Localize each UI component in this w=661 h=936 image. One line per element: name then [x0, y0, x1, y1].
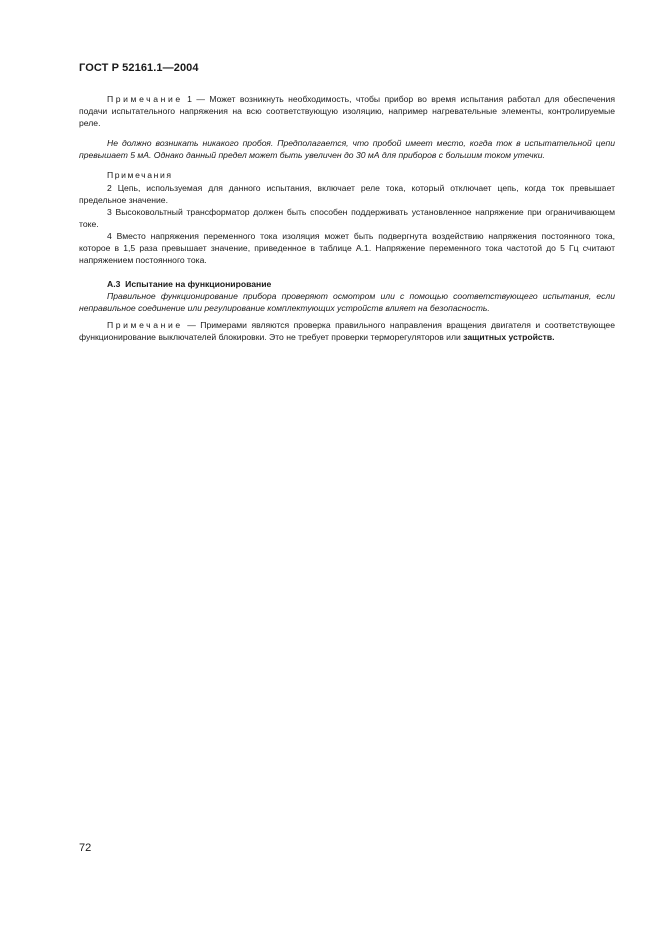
note-text: 1 — Может возникнуть необходимость, чтобы прибор во время испытания работал для обеспечения подачи испытательного напряжения на всю соответствующую изоляцию, например нагревательные элементы, контролируемые реле.	[79, 94, 615, 129]
note-label: Примечание	[107, 94, 183, 104]
note-final-text: — Примерами являются проверка правильного направления вращения двигателя и соответствующее функционирование выключателей блокировки. Это не требует проверки терморегуляторов или	[79, 319, 615, 342]
document-body	[79, 93, 615, 343]
note-3: 3 Высоковольтный трансформатор должен быть способен поддерживать установленное напряжение при ограничивающем токе.	[79, 206, 615, 229]
section-title: Испытание на функционирование	[125, 279, 272, 290]
section-number: А.3	[107, 279, 121, 290]
section-heading	[79, 278, 615, 290]
requirement-paragraph: Не должно возникать никакого пробоя. Предполагается, что пробой имеет место, когда ток в испытательной цепи превышает 5 мА. Однако данный предел может быть увеличен до 30 мА для приборов с большим током утечки.	[79, 138, 615, 161]
note-4: 4 Вместо напряжения переменного тока изоляция может быть подвергнута воздействию напряжения постоянного тока, которое в 1,5 раза превышает значение, приведенное в таблице А.1. Напряжение переменного тока частотой до 5 Гц считают напряжением постоянного тока.	[79, 230, 615, 266]
note-final	[79, 319, 615, 343]
notes-label: Примечания	[107, 170, 173, 181]
note-final-bold: защитных устройств.	[463, 331, 555, 342]
note-final-label: Примечание	[107, 319, 183, 330]
note-1	[79, 93, 615, 129]
page-number: 72	[79, 842, 92, 854]
document-header: ГОСТ Р 52161.1—2004	[79, 62, 199, 74]
note-2: 2 Цепь, используемая для данного испытания, включает реле тока, который отключает цепь, когда ток превышает предельное значение.	[79, 182, 615, 205]
section-body: Правильное функционирование прибора проверяют осмотром или с помощью соответствующего испытания, если неправильное соединение или регулирование комплектующих устройств влияет на безопасность.	[79, 291, 615, 314]
